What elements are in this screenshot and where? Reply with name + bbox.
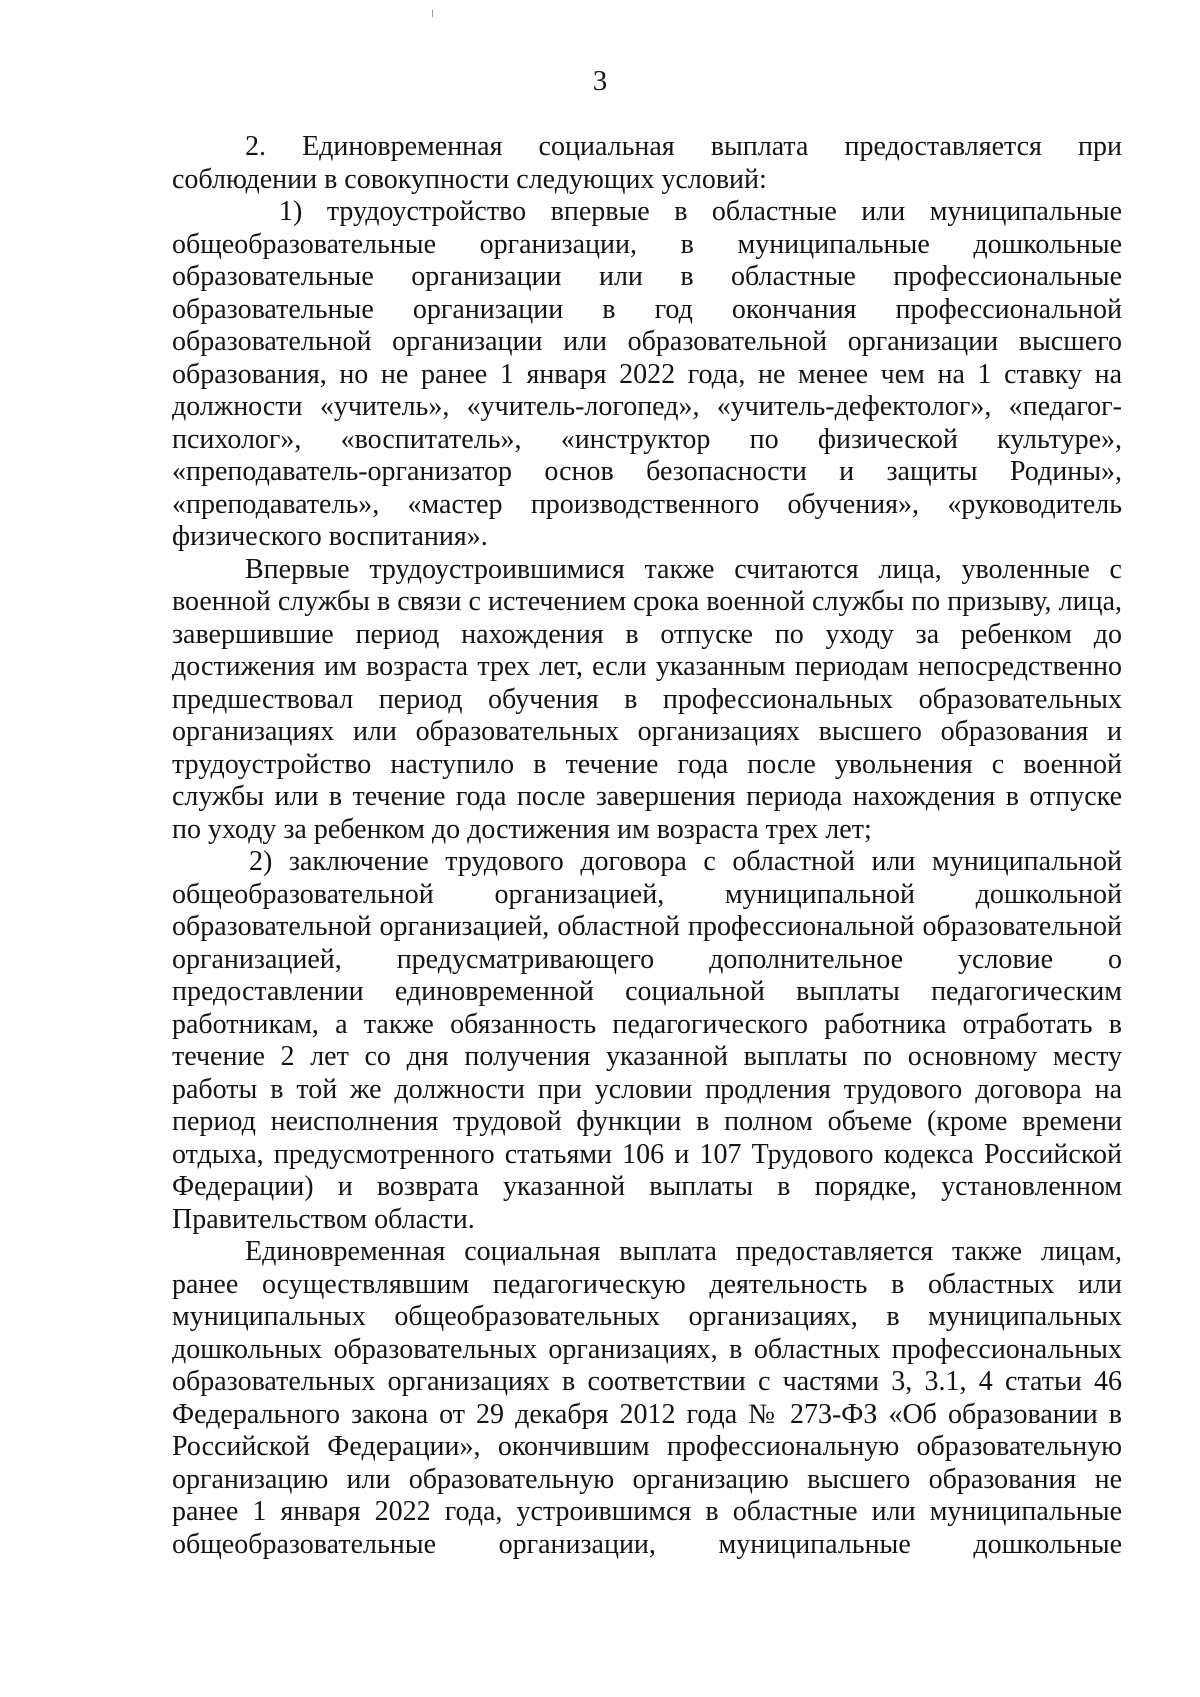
paragraph-condition-2: 2) заключение трудового договора с областной или муниципальной общеобразовательной организацией, муниципальной дошкольной образовательной организацией, областной профессиональной образовательной организацией, предусматривающего дополнительное условие о предоставлении единовременной социальной выплаты педагогическим работникам, а также обязанность педагогического работника отработать в течение 2 лет со дня получения указанной выплаты по основному месту работы в той же должности при условии продления трудового договора на период неисполнения трудовой функции в полном объеме (кроме времени отдыха, предусмотренного статьями 106 и 107 Трудового кодекса Российской Федерации) и возврата указанной выплаты в порядке, установленном Правительством области. — [172, 846, 1122, 1235]
scan-artifact-mark — [432, 10, 433, 17]
document-body — [172, 131, 1122, 1561]
page-number: 3 — [592, 65, 608, 97]
paragraph-condition-1: 1) трудоустройство впервые в областные или муниципальные общеобразовательные организации, в муниципальные дошкольные образовательные организации или в областные профессиональные образовательные организации в год окончания профессиональной образовательной организации или образовательной организации высшего образования, но не ранее 1 января 2022 года, не менее чем на 1 ставку на должности «учитель», «учитель-логопед», «учитель-дефектолог», «педагог-психолог», «воспитатель», «инструктор по физической культуре», «преподаватель-организатор основ безопасности и защиты Родины», «преподаватель», «мастер производственного обучения», «руководитель физического воспитания». — [172, 196, 1122, 552]
paragraph-first-employed-definition: Впервые трудоустроившимися также считаются лица, уволенные с военной службы в связи с истечением срока военной службы по призыву, лица, завершившие период нахождения в отпуске по уходу за ребенком до достижения им возраста трех лет, если указанным периодам непосредственно предшествовал период обучения в профессиональных образовательных организациях или образовательных организациях высшего образования и трудоустройство наступило в течение года после увольнения с военной службы или в течение года после завершения периода нахождения в отпуске по уходу за ребенком до достижения им возраста трех лет; — [172, 553, 1122, 845]
paragraph-conditions-intro: 2. Единовременная социальная выплата предоставляется при соблюдении в совокупности следующих условий: — [172, 131, 1122, 195]
paragraph-payment-also-provided: Единовременная социальная выплата предоставляется также лицам, ранее осуществлявшим педагогическую деятельность в областных или муниципальных общеобразовательных организациях, в муниципальных дошкольных образовательных организациях, в областных профессиональных образовательных организациях в соответствии с частями 3, 3.1, 4 статьи 46 Федерального закона от 29 декабря 2012 года № 273-ФЗ «Об образовании в Российской Федерации», окончившим профессиональную образовательную организацию или образовательную организацию высшего образования не ранее 1 января 2022 года, устроившимся в областные или муниципальные общеобразовательные организации, муниципальные дошкольные — [172, 1236, 1122, 1560]
